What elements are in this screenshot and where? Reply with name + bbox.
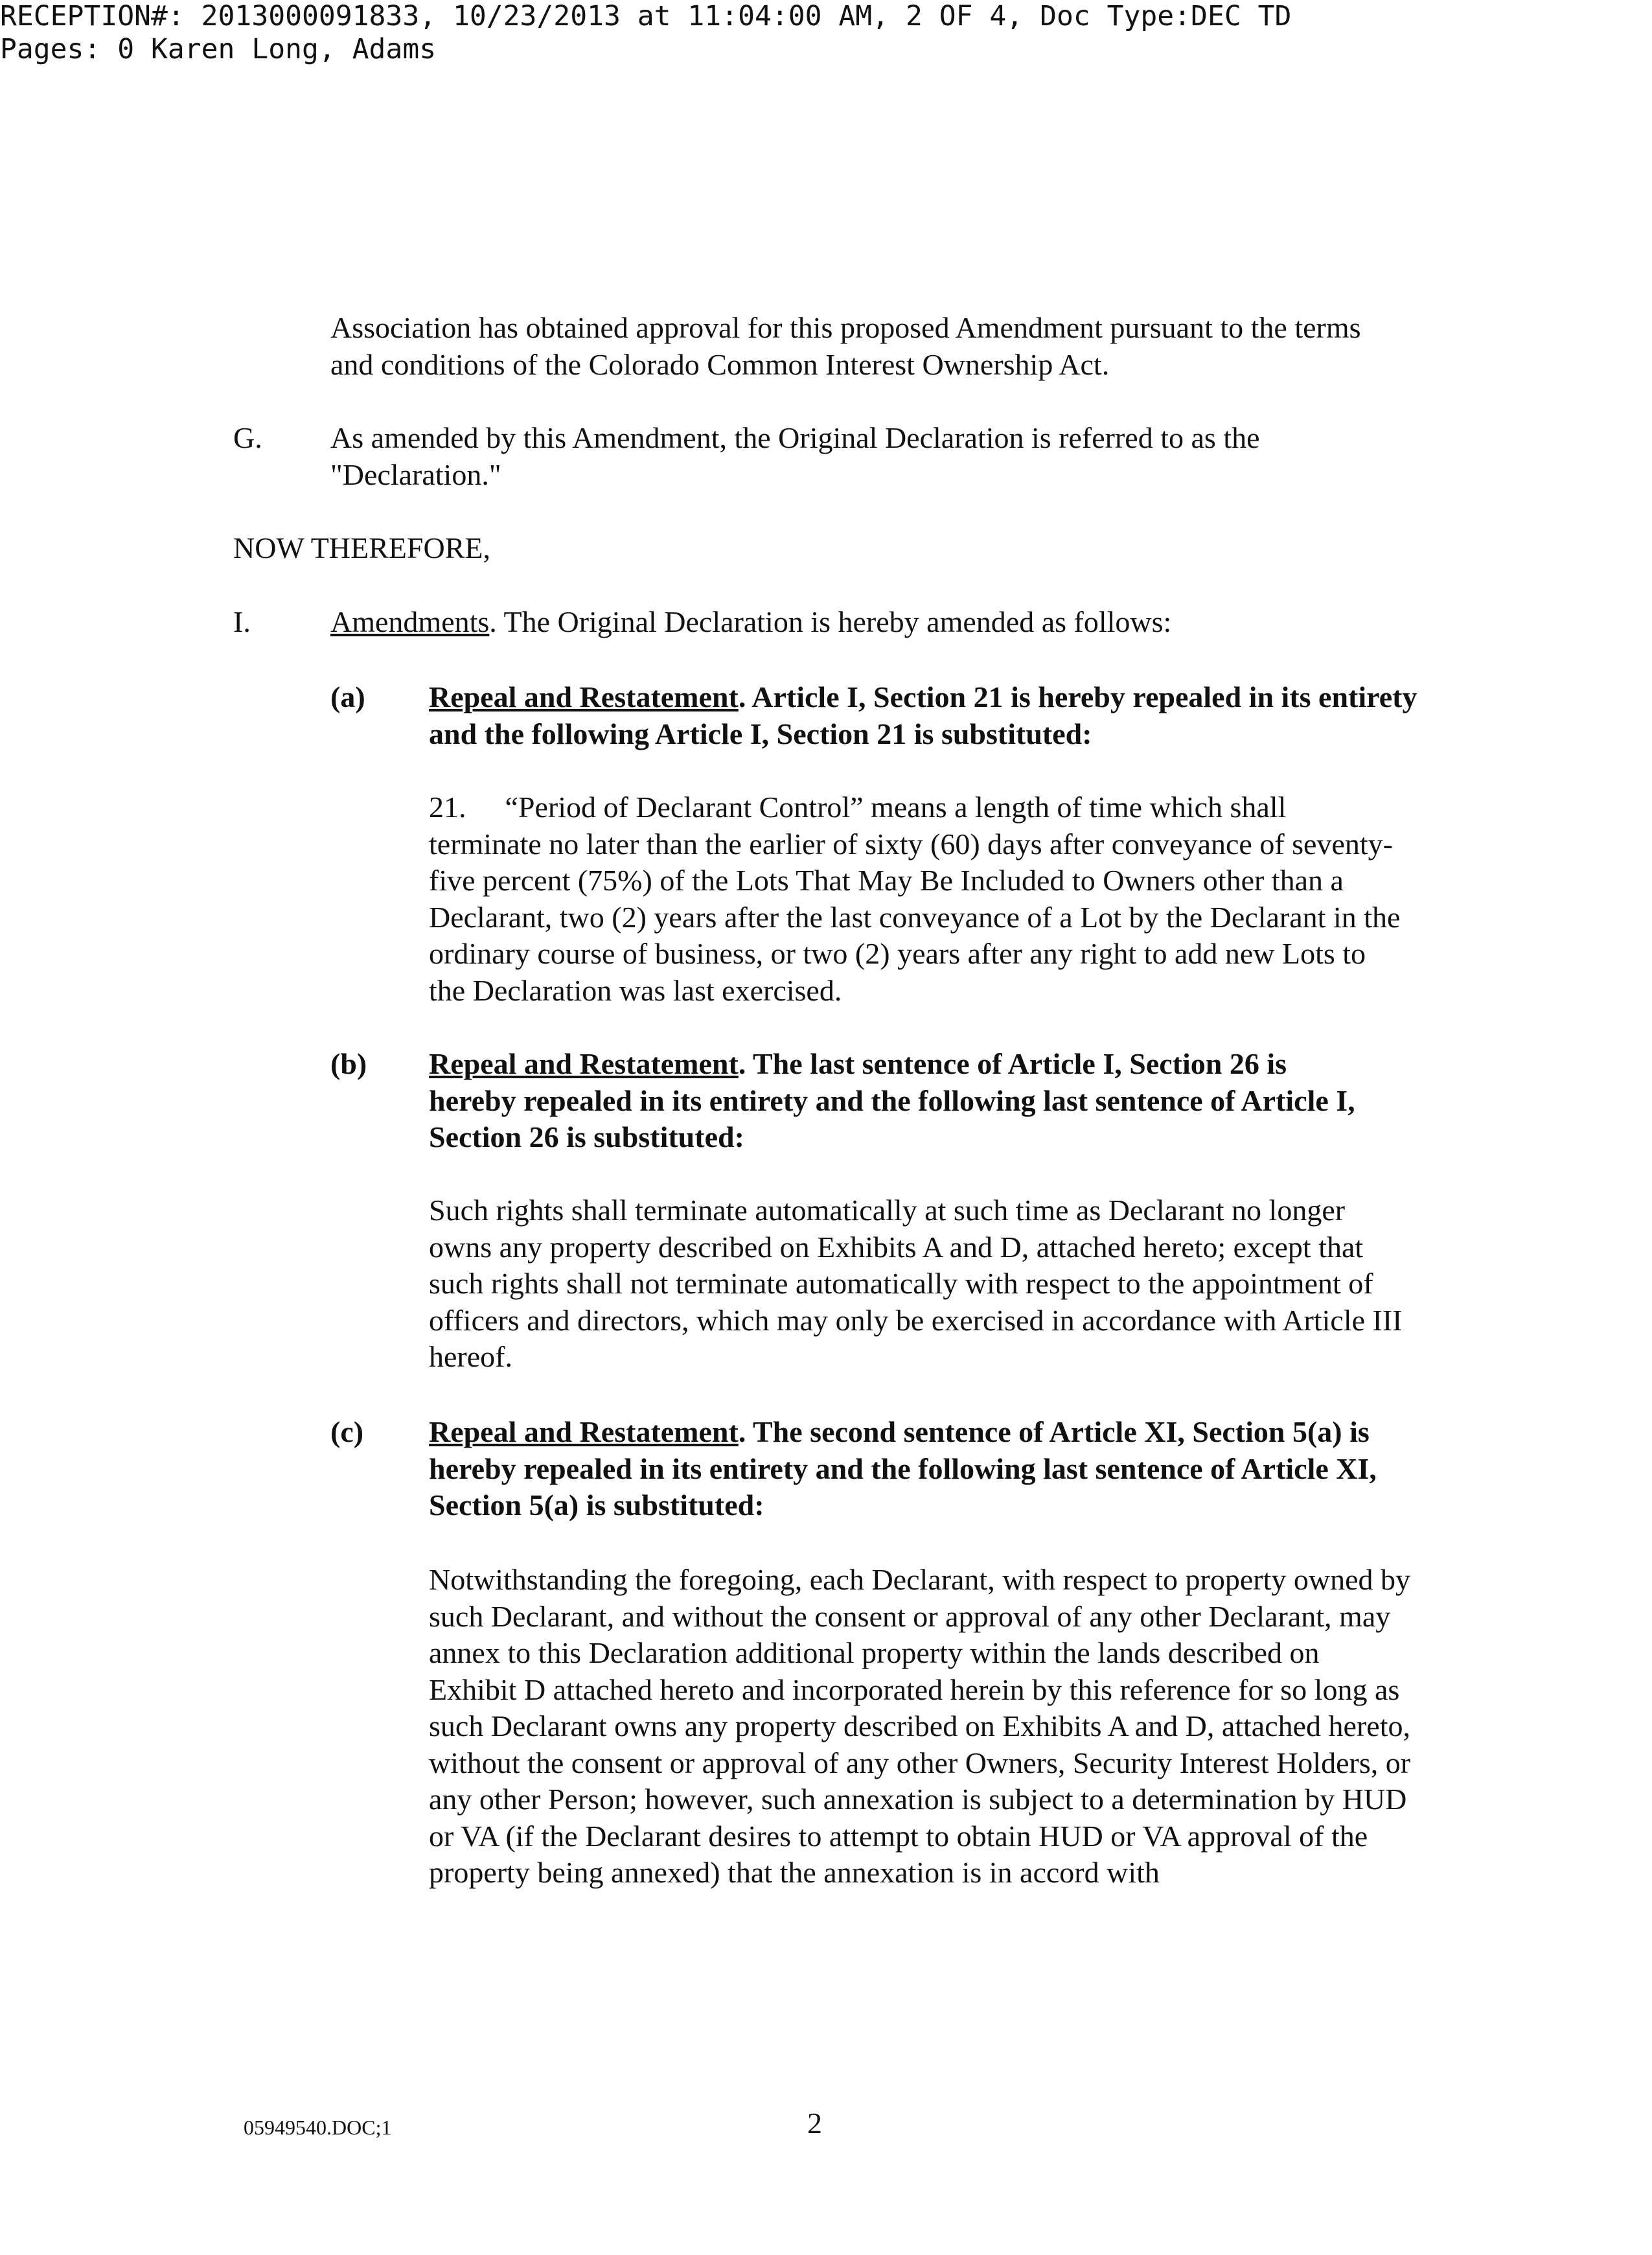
item-a-label: (a) [330,680,365,713]
section-1-label: I. [233,605,251,638]
pages-line: Pages: 0 Karen Long, Adams [0,33,437,65]
section-1-heading [330,604,1432,641]
reception-stamp [0,0,1291,66]
item-b-heading [429,1046,1375,1156]
item-a-bold-text: . Article I, Section 21 is hereby repealed in its entirety and the following Article I, Section 21 is substituted: [429,680,1417,750]
item-c-body: Notwithstanding the foregoing, each Declarant, with respect to property owned by such Declarant, and without the consent or approval of any other Declarant, may annex to this Declaration additional property within the lands described on Exhibit D attached hereto and incorporated herein by this reference for so long as such Declarant owns any property described on Exhibits A and D, attached hereto, without the consent or approval of any other Owners, Security Interest Holders, or any other Person; however, such annexation is subject to a determination by HUD or VA (if the Declarant desires to attempt to obtain HUD or VA approval of the property being annexed) that the annexation is in accord with [429,1563,1411,1889]
item-c-heading [429,1414,1427,1524]
section-1-text: . The Original Declaration is hereby amended as follows: [489,605,1172,638]
now-therefore: NOW THEREFORE, [233,531,490,564]
recital-g-label: G. [233,421,262,454]
footer-doc-id: 05949540.DOC;1 [244,2116,392,2139]
item-b-bold-text: . The last sentence of Article I, Section 26 is hereby repealed in its entirety and the following last sentence of Article I, Section 26 is substituted: [429,1047,1355,1153]
item-a-body [429,789,1401,1009]
item-a-title: Repeal and Restatement [429,680,739,713]
continuation-paragraph: Association has obtained approval for this proposed Amendment pursuant to the terms and conditions of the Colorado Common Interest Ownership Act. [330,311,1361,381]
item-c-title: Repeal and Restatement [429,1415,739,1448]
page-number: 2 [807,2107,822,2140]
item-c-label: (c) [330,1415,364,1448]
section-1-title: Amendments [330,605,490,638]
item-a-section-number: 21. [429,791,466,824]
item-c-bold-text: . The second sentence of Article XI, Section 5(a) is hereby repealed in its entirety and the following last sentence of Article XI, Section 5(a) is substituted: [429,1415,1377,1521]
item-b-body: Such rights shall terminate automatically at such time as Declarant no longer owns any property described on Exhibits A and D, attached hereto; except that such rights shall not terminate automatically with respect to the appointment of officers and directors, which may only be exercised in accordance with Article III hereof. [429,1194,1403,1373]
item-b-title: Repeal and Restatement [429,1047,739,1080]
item-a-heading [429,679,1420,752]
item-b-label: (b) [330,1047,367,1080]
reception-line: RECEPTION#: 2013000091833, 10/23/2013 at 11:04:00 AM, 2 OF 4, Doc Type:DEC TD [0,0,1292,32]
recital-g-text: As amended by this Amendment, the Original Declaration is referred to as the "Declaration." [330,421,1260,491]
item-a-body-text: “Period of Declarant Control” means a length of time which shall terminate no later than the earlier of sixty (60) days after conveyance of seventy-five percent (75%) of the Lots That May Be Included to Owners other than a Declarant, two (2) years after the last conveyance of a Lot by the Declarant in the ordinary course of business, or two (2) years after any right to add new Lots to the Declaration was last exercised. [429,791,1401,1007]
